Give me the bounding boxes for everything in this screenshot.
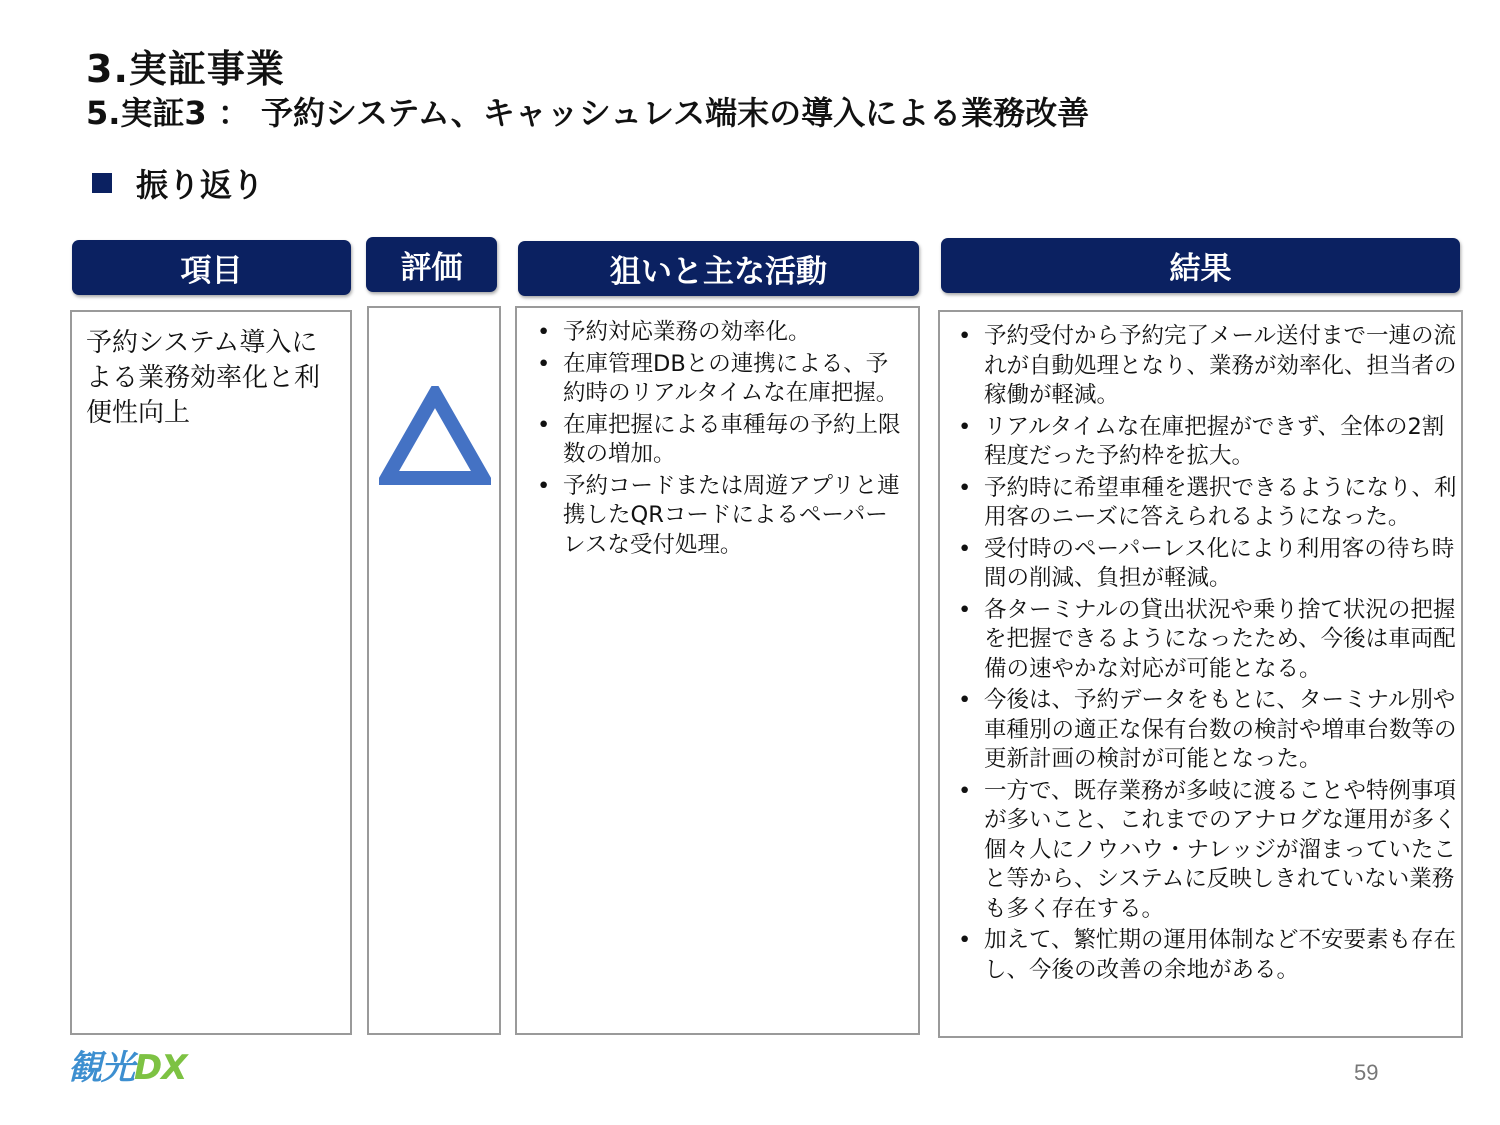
results-cell — [938, 310, 1463, 1038]
column-header-results: 結果 — [941, 238, 1460, 293]
results-bullet-item: • 受付時のペーパーレス化により利用客の待ち時間の削減、負担が軽減。 — [952, 535, 1458, 594]
logo-accent: DX — [134, 1048, 187, 1088]
results-bullet-item: • 予約時に希望車種を選択できるようになり、利用客のニーズに答えられるようになった。 — [952, 474, 1458, 533]
logo-main: 観光 — [68, 1048, 134, 1088]
section-label: 振り返り — [136, 166, 265, 204]
logo — [68, 1040, 186, 1089]
results-bullet-item: • 一方で、既存業務が多岐に渡ることや特例事項が多いこと、これまでのアナログな運用が多く個々人にノウハウ・ナレッジが溜まっていたこと等から、システムに反映しきれていない業務も多く存在する。 — [952, 777, 1458, 925]
results-bullet-item: • 加えて、繁忙期の運用体制など不安要素も存在し、今後の改善の余地がある。 — [952, 926, 1458, 985]
item-cell — [70, 310, 352, 1035]
page-title: 3.実証事業 — [86, 47, 285, 91]
column-header-evaluation: 評価 — [366, 237, 497, 292]
evaluation-cell — [367, 306, 501, 1035]
square-bullet-icon — [92, 173, 112, 193]
results-bullet-item: • 今後は、予約データをもとに、ターミナル別や車種別の適正な保有台数の検討や増車台数等の更新計画の検討が可能となった。 — [952, 686, 1458, 775]
column-header-item: 項目 — [72, 240, 351, 295]
page-number: 59 — [1354, 1060, 1379, 1085]
aims-bullet-item: • 予約コードまたは周遊アプリと連携したQRコードによるペーパーレスな受付処理。 — [531, 472, 906, 561]
results-bullet-item: • 予約受付から予約完了メール送付まで一連の流れが自動処理となり、業務が効率化、担当者の稼働が軽減。 — [952, 322, 1458, 411]
triangle-icon — [379, 386, 491, 486]
section-heading — [92, 160, 264, 206]
page-subtitle: 5.実証3 ： 予約システム、キャッシュレス端末の導入による業務改善 — [86, 94, 1090, 132]
aims-bullet-item: • 在庫把握による車種毎の予約上限数の増加。 — [531, 411, 906, 470]
aims-list — [531, 318, 906, 562]
results-bullet-item: • 各ターミナルの貸出状況や乗り捨て状況の把握を把握できるようになったため、今後は車両配備の速やかな対応が可能となる。 — [952, 596, 1458, 685]
aims-bullet-item: • 予約対応業務の効率化。 — [531, 318, 906, 348]
aims-cell — [515, 306, 920, 1035]
column-header-aims: 狙いと主な活動 — [518, 241, 919, 296]
item-text: 予約システム導入による業務効率化と利便性向上 — [86, 328, 321, 428]
results-bullet-item: • リアルタイムな在庫把握ができず、全体の2割程度だった予約枠を拡大。 — [952, 413, 1458, 472]
results-list — [952, 322, 1458, 987]
aims-bullet-item: • 在庫管理DBとの連携による、予約時のリアルタイムな在庫把握。 — [531, 350, 906, 409]
